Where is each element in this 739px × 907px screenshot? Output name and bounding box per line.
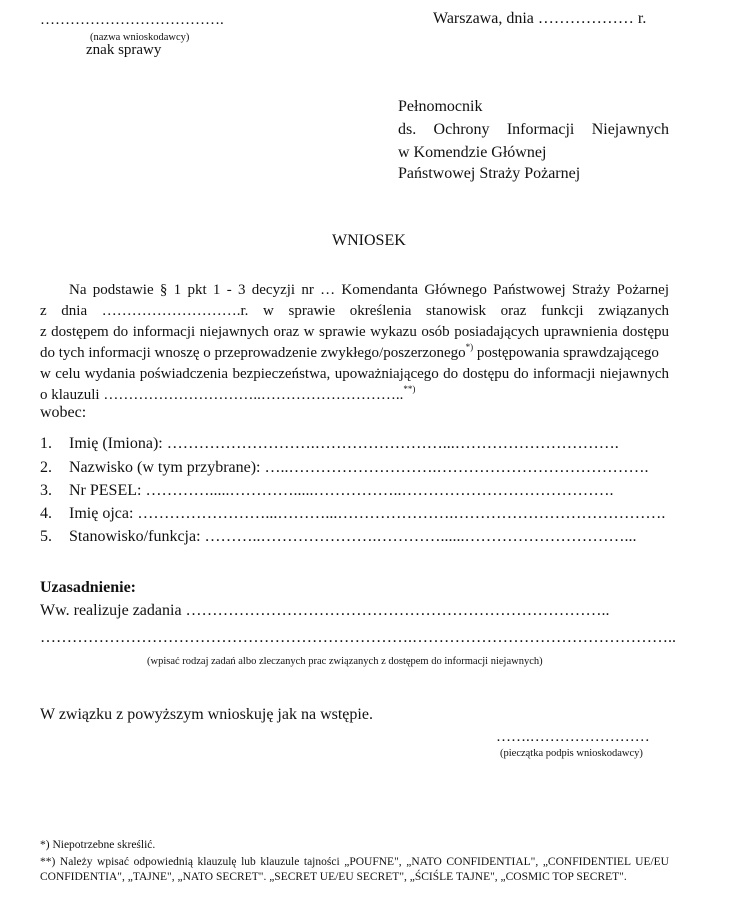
footnote-2: **) Należy wpisać odpowiednią klauzulę lub klauzule tajności „POUFNE", „NATO CONFIDENTIAL", „CONFIDENTIEL UE/EU [40, 856, 669, 868]
addressee-line: w Komendzie Głównej [398, 144, 547, 161]
justification-line: …………………………………………………………….………………………………………….. [40, 629, 676, 646]
field-name: Imię (Imiona): ……………………….……………………...…………………………. [69, 435, 619, 452]
body-line: w celu wydania poświadczenia bezpieczeństwa, upoważniającego do dostępu do informacji niejawnych [40, 366, 669, 382]
field-position: Stanowisko/funkcja: ………..………………….…………......…………………………... [69, 528, 637, 545]
field-surname: Nazwisko (w tym przybrane): …..……………………….…………………………………. [69, 459, 649, 476]
footnote-2-continued: CONFIDENTIA", „TAJNE", „NATO SECRET". „SECRET UE/EU SECRET", „ŚCIŚLE TAJNE", „COSMIC TOP SECRET". [40, 871, 627, 883]
field-number: 4. [40, 505, 52, 522]
applicant-caption: (nazwa wnioskodawcy) [90, 32, 190, 43]
closing-statement: W związku z powyższym wnioskuję jak na wstępie. [40, 706, 373, 723]
place-date: Warszawa, dnia ……………… r. [433, 10, 647, 27]
footnote-1: *) Niepotrzebne skreślić. [40, 839, 156, 851]
body-line: z dostępem do informacji niejawnych oraz w sprawie wykazu osób posiadających uprawnienia dostępu [40, 324, 669, 340]
justification-line: Ww. realizuje zadania …………………………………………………………………….. [40, 602, 610, 619]
field-number: 2. [40, 459, 52, 476]
justification-caption: (wpisać rodzaj zadań albo zleczanych prac związanych z dostępem do informacji niejawnych) [147, 656, 543, 667]
body-line: o klauzuli …………………………..………………………..**) [40, 384, 416, 403]
body-line: z dnia ……………………….r. w sprawie określenia stanowisk oraz funkcji związanych [40, 303, 669, 319]
body-line: wobec: [40, 404, 87, 421]
body-line: do tych informacji wnoszę o przeprowadzenie zwykłego/poszerzonego*) postępowania sprawdzającego [40, 342, 659, 361]
addressee-line: Pełnomocnik [398, 98, 483, 115]
field-number: 5. [40, 528, 52, 545]
field-father-name: Imię ojca: ……………………...………...………………….…………………………………. [69, 505, 666, 522]
applicant-name-field: ………………………………. [40, 12, 224, 28]
case-reference-label: znak sprawy [86, 42, 162, 58]
justification-heading: Uzasadnienie: [40, 579, 136, 596]
body-line: Na podstawie § 1 pkt 1 - 3 decyzji nr … Komendanta Głównego Państwowej Straży Pożarnej [69, 282, 669, 298]
document-title: WNIOSEK [332, 232, 406, 249]
addressee-line: ds. Ochrony Informacji Niejawnych [398, 121, 669, 138]
field-number: 3. [40, 482, 52, 499]
field-number: 1. [40, 435, 52, 452]
signature-caption: (pieczątka podpis wnioskodawcy) [500, 748, 643, 759]
signature-field: …….…………………… [496, 729, 650, 745]
field-pesel: Nr PESEL: ………….....………….....……………..…………………………………. [69, 482, 614, 499]
addressee-line: Państwowej Straży Pożarnej [398, 165, 581, 182]
